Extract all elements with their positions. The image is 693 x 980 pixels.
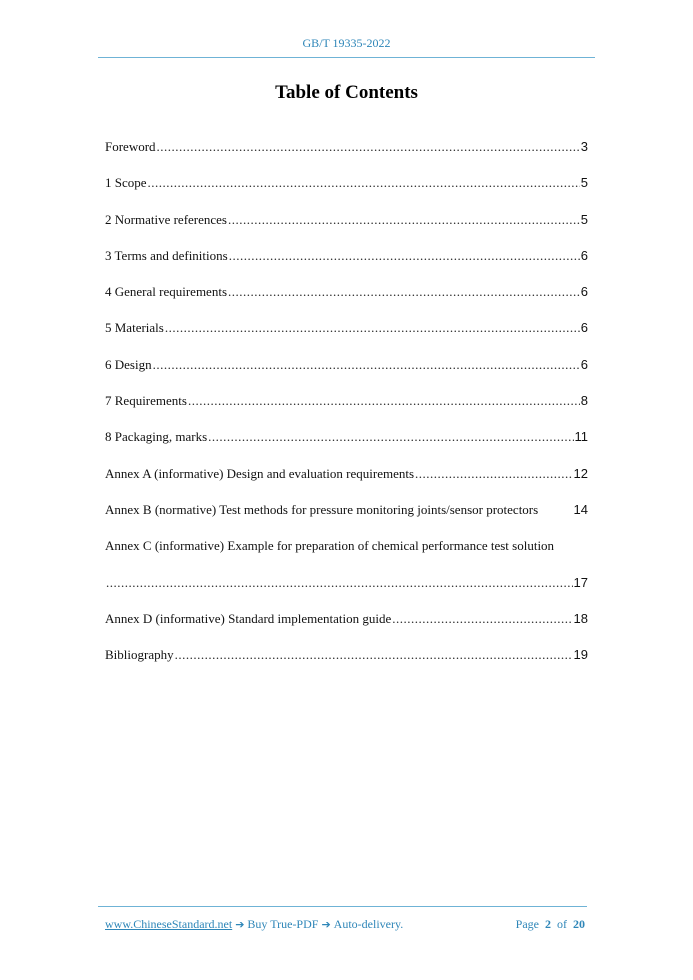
- toc-entry-packaging-marks[interactable]: [105, 428, 588, 464]
- footer-promo: [105, 917, 403, 932]
- toc-leader-dots: [157, 138, 580, 155]
- toc-page-number: 5: [580, 211, 588, 227]
- toc-page-number: 6: [580, 320, 588, 336]
- total-pages-number: 20: [573, 917, 585, 931]
- toc-entry-label[interactable]: 5 Materials: [105, 320, 164, 336]
- arrow-right-icon: ➔: [235, 918, 245, 931]
- running-header: GB/T 19335-2022: [302, 36, 391, 50]
- website-link[interactable]: www.ChineseStandard.net: [105, 917, 233, 931]
- toc-entry-annex-c-continuation[interactable]: [105, 574, 588, 610]
- delivery-text: Auto-delivery.: [333, 917, 404, 931]
- toc-entry-label[interactable]: Foreword: [105, 139, 156, 154]
- toc-entry-annex-b[interactable]: [105, 501, 588, 537]
- toc-entry-label[interactable]: 8 Packaging, marks: [105, 429, 208, 445]
- toc-entry-label[interactable]: 4 General requirements: [105, 284, 228, 300]
- toc-entry-label[interactable]: 2 Normative references: [105, 211, 227, 227]
- toc-page-number: 12: [573, 465, 588, 481]
- toc-page-number: 19: [573, 647, 588, 663]
- toc-leader-dots: [208, 428, 573, 445]
- toc-entry-label[interactable]: Annex B (normative) Test methods for pressure monitoring joints/sensor protectors: [105, 501, 539, 517]
- toc-entry-design[interactable]: [105, 356, 588, 392]
- toc-entry-annex-a[interactable]: [105, 465, 588, 501]
- toc-entry-label[interactable]: Annex D (informative) Standard implementation guide: [105, 610, 392, 626]
- current-page-number: 2: [545, 917, 551, 931]
- toc-entry-foreword[interactable]: [105, 138, 588, 174]
- toc-entry-label[interactable]: Bibliography: [105, 647, 174, 663]
- toc-leader-dots: [175, 646, 573, 663]
- toc-entry-label[interactable]: 6 Design: [105, 356, 152, 372]
- page-counter: [516, 917, 585, 932]
- toc-entry-bibliography[interactable]: [105, 646, 588, 682]
- toc-entry-label[interactable]: Annex A (informative) Design and evaluation requirements: [105, 465, 415, 481]
- toc-entry-terms-definitions[interactable]: [105, 247, 588, 283]
- buy-pdf-text: Buy True-PDF: [247, 917, 319, 931]
- page-word: Page: [515, 917, 539, 931]
- toc-leader-dots: [106, 574, 573, 591]
- toc-page-number: 8: [580, 393, 588, 409]
- toc-page-number: 17: [573, 574, 588, 590]
- toc-leader-dots: [228, 211, 580, 228]
- of-word: of: [557, 917, 567, 931]
- toc-leader-dots: [229, 247, 580, 264]
- toc-leader-dots: [228, 283, 580, 300]
- toc-leader-dots: [188, 392, 580, 409]
- toc-entry-label[interactable]: 1 Scope: [105, 175, 147, 191]
- header-divider: [98, 57, 595, 58]
- toc-entry-materials[interactable]: [105, 319, 588, 355]
- toc-entry-general-requirements[interactable]: [105, 283, 588, 319]
- footer-divider: [98, 906, 587, 907]
- toc-entry-label[interactable]: Annex C (informative) Example for preparation of chemical performance test solution: [105, 538, 555, 554]
- toc-entry-scope[interactable]: [105, 174, 588, 210]
- toc-entry-label[interactable]: 3 Terms and definitions: [105, 247, 228, 263]
- toc-page-number: 14: [573, 501, 588, 517]
- toc-entry-annex-d[interactable]: [105, 610, 588, 646]
- page-title: Table of Contents: [275, 82, 418, 103]
- toc-leader-dots: [415, 465, 573, 482]
- table-of-contents: [105, 138, 588, 682]
- toc-page-number: 18: [573, 610, 588, 626]
- toc-page-number: 3: [580, 139, 588, 154]
- toc-leader-dots: [148, 174, 580, 191]
- toc-page-number: 11: [574, 429, 588, 445]
- toc-leader-dots: [153, 356, 580, 373]
- arrow-right-icon: ➔: [321, 918, 331, 931]
- toc-entry-normative-references[interactable]: [105, 211, 588, 247]
- toc-page-number: 5: [580, 175, 588, 191]
- toc-entry-annex-c[interactable]: [105, 537, 588, 573]
- toc-entry-requirements[interactable]: [105, 392, 588, 428]
- toc-page-number: 6: [580, 247, 588, 263]
- toc-leader-dots: [165, 319, 580, 336]
- toc-leader-dots: [392, 610, 572, 627]
- toc-page-number: 6: [580, 284, 588, 300]
- toc-page-number: 6: [580, 356, 588, 372]
- toc-entry-label[interactable]: 7 Requirements: [105, 393, 187, 409]
